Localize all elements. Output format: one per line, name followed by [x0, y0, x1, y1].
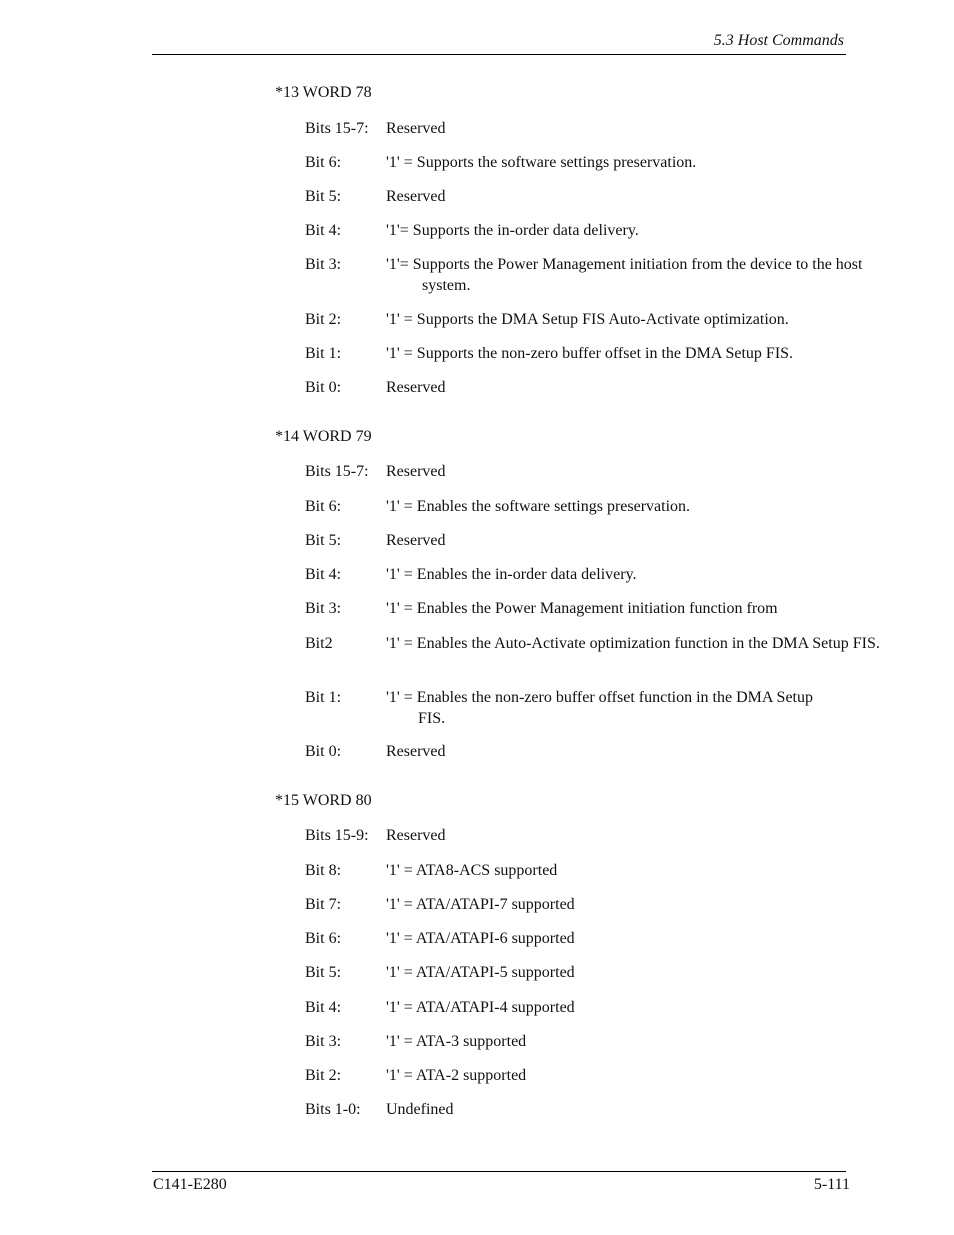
bit-description: Reserved: [386, 188, 446, 205]
bit-label: Bit 0:: [305, 379, 342, 396]
bit-label: Bit 0:: [305, 743, 342, 760]
bit-description: Reserved: [386, 827, 446, 844]
bit-label: Bit 1:: [305, 345, 342, 362]
bit-description: '1' = ATA/ATAPI-4 supported: [386, 999, 575, 1016]
bit-description: '1' = ATA8-ACS supported: [386, 862, 558, 879]
section-heading: *15 WORD 80: [275, 792, 372, 809]
bit-description: '1' = ATA-3 supported: [386, 1033, 527, 1050]
document-id: C141-E280: [153, 1176, 227, 1193]
bit-description: Reserved: [386, 463, 446, 480]
section-heading: *14 WORD 79: [275, 428, 372, 445]
bit-description: '1' = Enables the Power Management initiation function from: [386, 600, 778, 617]
bit-description: '1'= Supports the in-order data delivery.: [386, 222, 639, 239]
bit-label: Bit 4:: [305, 999, 342, 1016]
bit-label: Bits 15-9:: [305, 827, 369, 844]
bit-label: Bit 6:: [305, 930, 342, 947]
section-heading: *13 WORD 78: [275, 84, 372, 101]
bit-label: Bit 5:: [305, 188, 342, 205]
bit-description: '1' = ATA/ATAPI-5 supported: [386, 964, 575, 981]
bit-description: Reserved: [386, 120, 446, 137]
header-rule: [152, 54, 846, 55]
bit-description: '1' = Supports the non-zero buffer offset in the DMA Setup FIS.: [386, 345, 794, 362]
bit-description: '1' = Enables the non-zero buffer offset function in the DMA Setup FIS.: [386, 689, 813, 727]
page-number: 5-111: [813, 1176, 850, 1193]
bit-label: Bit 3:: [305, 256, 342, 273]
bit-label: Bit 2:: [305, 1067, 342, 1084]
bit-description: '1' = ATA/ATAPI-7 supported: [386, 896, 575, 913]
bit-label: Bit 3:: [305, 600, 342, 617]
bit-description: '1'= Supports the Power Management initiation from the device to the host system.: [386, 256, 863, 294]
bit-description: Reserved: [386, 532, 446, 549]
bit-description: Undefined: [386, 1101, 454, 1118]
bit-label: Bit 5:: [305, 964, 342, 981]
bit-label: Bit 8:: [305, 862, 342, 879]
bit-label: Bit 4:: [305, 566, 342, 583]
bit-description: '1' = Supports the software settings preservation.: [386, 154, 697, 171]
bit-description: Reserved: [386, 379, 446, 396]
bit-label: Bit 3:: [305, 1033, 342, 1050]
bit-label: Bit 6:: [305, 498, 342, 515]
bit-label: Bit 2:: [305, 311, 342, 328]
bit-label: Bit 5:: [305, 532, 342, 549]
bit-label: Bit 6:: [305, 154, 342, 171]
bit-label: Bits 15-7:: [305, 463, 369, 480]
bit-label: Bits 1-0:: [305, 1101, 361, 1118]
bit-description: '1' = ATA/ATAPI-6 supported: [386, 930, 575, 947]
footer-rule: [152, 1171, 846, 1172]
bit-description: '1' = Enables the Auto-Activate optimization function in the DMA Setup FIS.: [386, 635, 880, 652]
bit-label: Bits 15-7:: [305, 120, 369, 137]
bit-label: Bit 1:: [305, 689, 342, 706]
bit-description: '1' = ATA-2 supported: [386, 1067, 527, 1084]
running-header: 5.3 Host Commands: [713, 32, 844, 49]
bit-label: Bit 7:: [305, 896, 342, 913]
bit-label: Bit2: [305, 635, 333, 652]
bit-label: Bit 4:: [305, 222, 342, 239]
bit-description: Reserved: [386, 743, 446, 760]
bit-description: '1' = Enables the software settings preservation.: [386, 498, 691, 515]
bit-description: '1' = Supports the DMA Setup FIS Auto-Activate optimization.: [386, 311, 789, 328]
bit-description: '1' = Enables the in-order data delivery.: [386, 566, 637, 583]
